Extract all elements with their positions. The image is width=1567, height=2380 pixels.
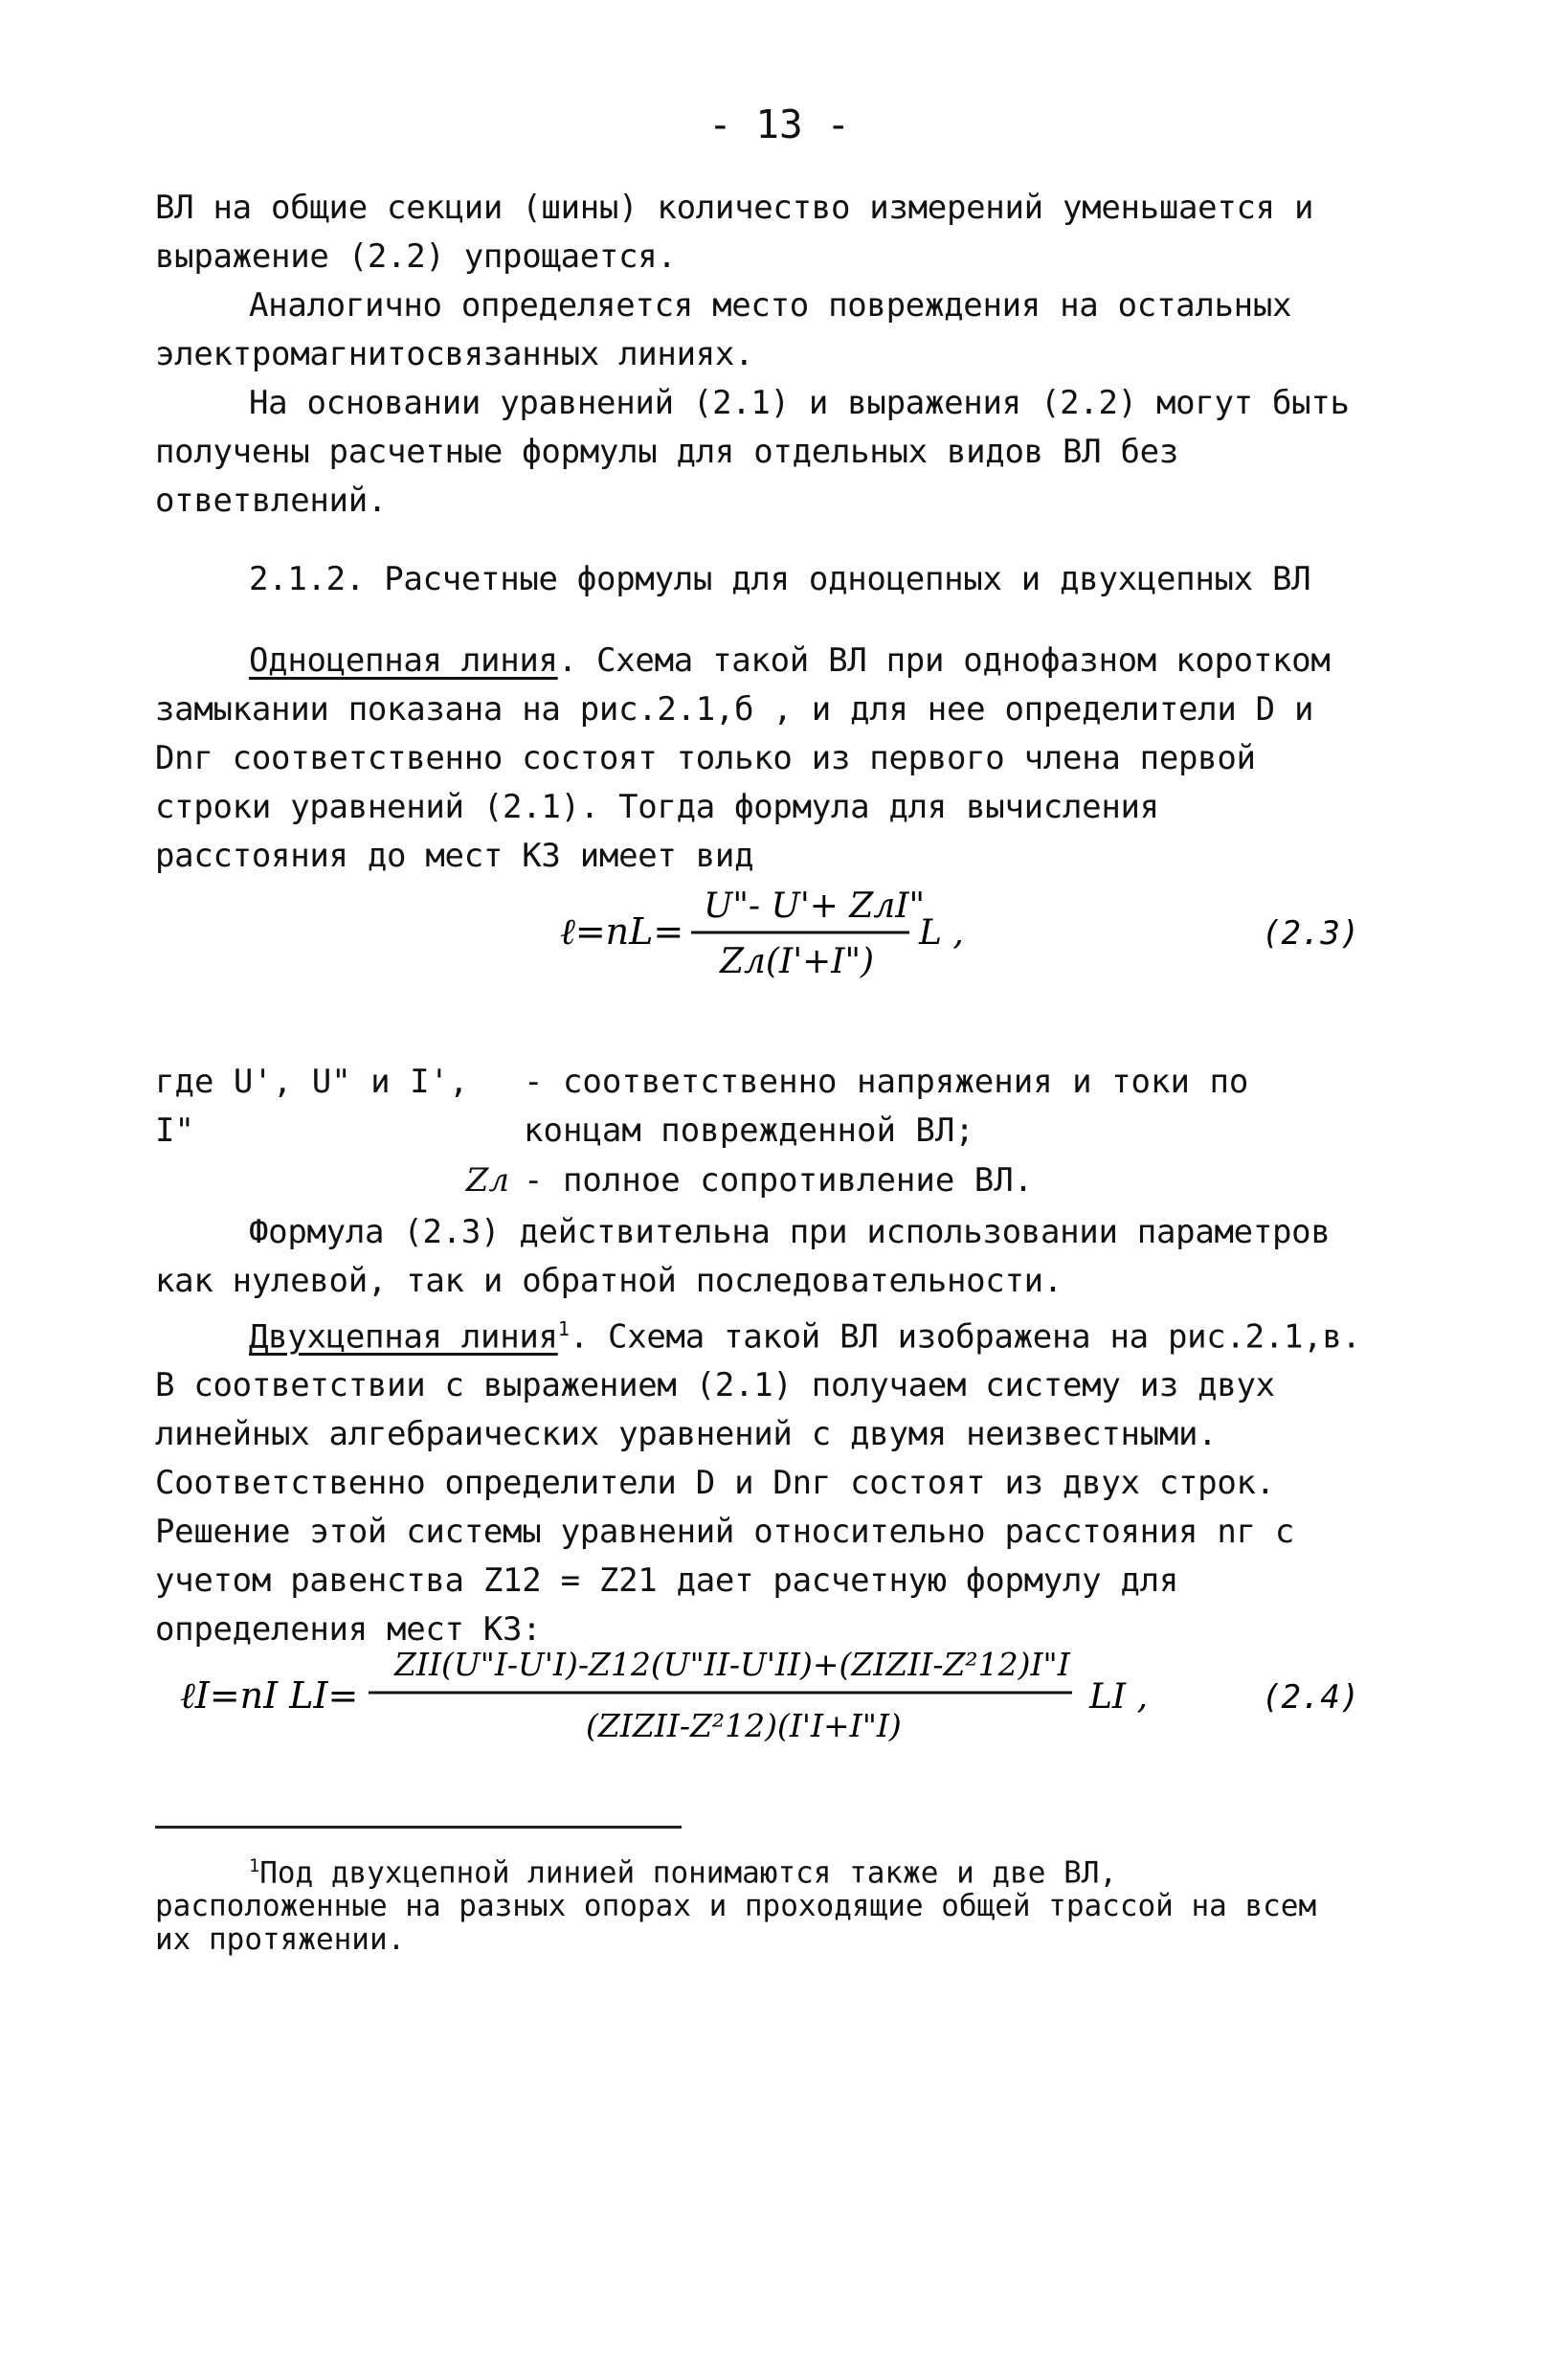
paragraph-single-circuit-text: . Схема такой ВЛ при однофазном коротком замыкании показана на рис.2.1,б , и для нее определители D и Dnг соответственно состоят только из первого члена первой строки уравнений (2.1). Тогда формула для вычисления расстояния до мест КЗ имеет вид xyxy=(155,641,1331,875)
where-rhs-1: - соответственно напряжения и токи по концам поврежденной ВЛ; xyxy=(524,1063,1249,1150)
paragraph-3: На основании уравнений (2.1) и выражения (2.2) могут быть получены расчетные формулы для отдельных видов ВЛ без ответвлений. xyxy=(155,384,1350,520)
formula-2-4-lhs: ℓI=nI LI= xyxy=(180,1674,359,1717)
formula-2-3-denominator: Zл(I'+I") xyxy=(720,942,875,981)
formula-2-3-tail: L , xyxy=(919,913,964,953)
paragraph-double-circuit xyxy=(155,1305,1363,1654)
where-rhs-2: - полное сопротивление ВЛ. xyxy=(524,1161,1034,1200)
formula-2-4-svg xyxy=(0,1637,1567,1762)
formula-2-4-denominator: (ZIZII-Z²12)(I'I+I"I) xyxy=(586,1707,902,1744)
footnote-ref: 1 xyxy=(557,1317,570,1340)
paragraph-1: ВЛ на общие секции (шины) количество измерений уменьшается и выражение (2.2) упрощается. xyxy=(155,189,1314,276)
footnote-mark: 1 xyxy=(249,1856,260,1876)
where-lhs-2: Zл xyxy=(465,1161,509,1200)
formula-2-4-numerator: ZII(U"I-U'I)-Z12(U"II-U'II)+(ZIZII-Z²12)I"I xyxy=(394,1646,1070,1683)
formula-2-3-lhs: ℓ=nL= xyxy=(560,910,684,953)
formula-2-4 xyxy=(0,1637,1567,1770)
formula-2-3 xyxy=(0,881,1567,995)
formula-2-3-svg xyxy=(0,881,1567,986)
section-heading: 2.1.2. Расчетные формулы для одноцепных и двухцепных ВЛ xyxy=(249,560,1311,598)
formula-2-3-number: (2.3) xyxy=(1262,914,1360,953)
footnote-text: Под двухцепной линией понимаются также и две ВЛ, расположенные на разных опорах и проходящие общей трассой на всем их протяжении. xyxy=(155,1855,1317,1958)
term-double-circuit: Двухцепная линия xyxy=(249,1317,558,1357)
footnote-separator xyxy=(155,1826,682,1829)
formula-2-4-number: (2.4) xyxy=(1262,1678,1360,1717)
paragraph-2: Аналогично определяется место повреждения на остальных электромагнитосвязанных линиях. xyxy=(155,286,1292,373)
formula-2-4-tail: LI , xyxy=(1089,1677,1149,1717)
page-number: - 13 - xyxy=(708,101,851,147)
paragraph-single-circuit xyxy=(155,637,1363,881)
paragraph-formula-validity: Формула (2.3) действительна при использовании параметров как нулевой, так и обратной последовательности. xyxy=(155,1213,1331,1300)
where-lhs-1: где U', U" и I', I" xyxy=(155,1063,469,1150)
footnote xyxy=(155,1850,1363,1957)
term-single-circuit: Одноцепная линия xyxy=(249,641,558,680)
formula-2-3-numerator: U"- U'+ ZлI" xyxy=(704,887,926,926)
paragraph-double-circuit-text: . Схема такой ВЛ изображена на рис.2.1,в. В соответствии с выражением (2.1) получаем систему из двух линейных алгебраических уравнений с двумя неизвестными. Соответственно определители D и Dnг состоят из двух строк. Решение этой системы уравнений относительно расстояния nг с учетом равенства Z12 = Z21 дает расчетную формулу для определения мест КЗ: xyxy=(155,1317,1361,1650)
